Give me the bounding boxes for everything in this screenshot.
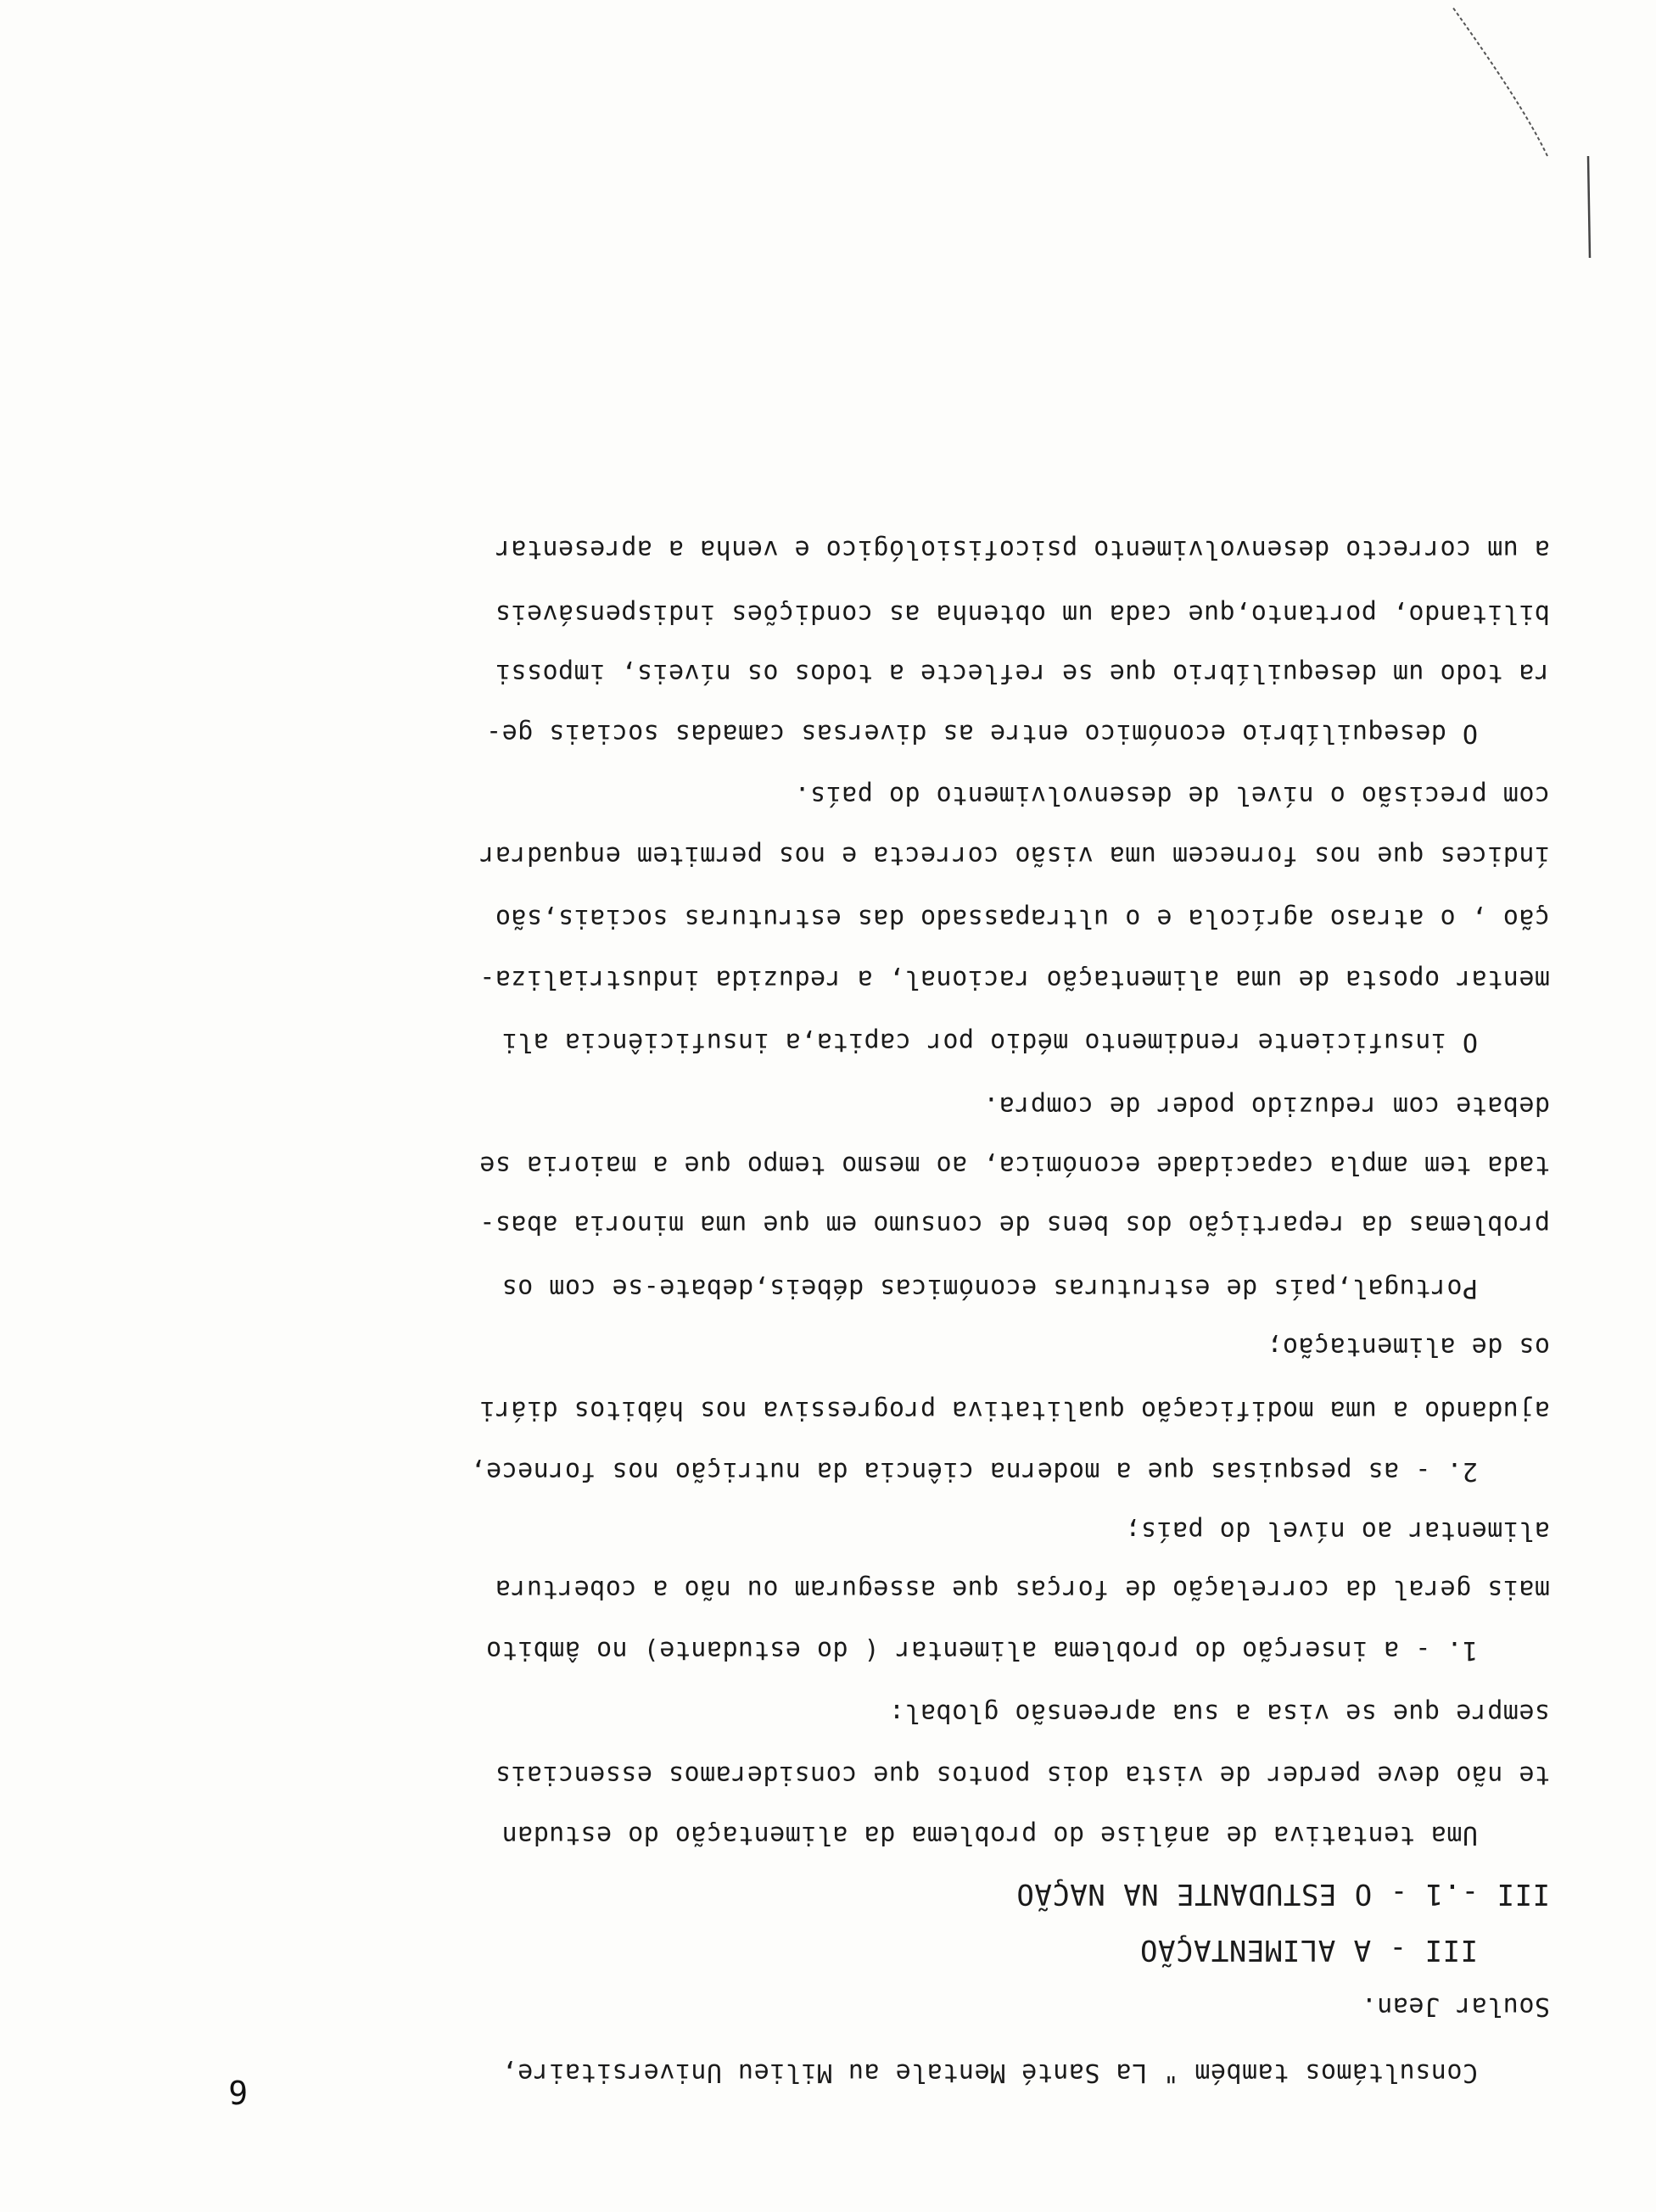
text-line: sempre que se visa a sua apreensão global: <box>888 1698 1550 1728</box>
text-line: 1. - a inserção do problema alimentar ( do estudante) no âmbito <box>485 1635 1478 1665</box>
text-line: bilitando, portanto,que cada um obtenha as condições indispensáveis <box>495 599 1550 628</box>
text-line: Consultámos também " La Santé Mentale au Milieu Universitaire, <box>501 2058 1478 2087</box>
text-line: os de alimentação; <box>1266 1332 1550 1361</box>
text-line: O desequilíbrio económico entre as diversas camadas sociais ge- <box>485 718 1478 748</box>
pencil-margin-mark <box>1573 151 1607 261</box>
text-line: te não deve perder de vista dois pontos que consideramos essenciais <box>495 1760 1550 1790</box>
page-number: 6 <box>228 2073 248 2110</box>
text-line: mais geral da correlação de forças que asseguram ou não a cobertura <box>495 1574 1550 1604</box>
text-line: com precisão o nível de desenvolvimento do país. <box>794 780 1550 810</box>
text-line: a um correcto desenvolvimento psicofisiológico e venha a apresentar <box>495 534 1550 564</box>
text-line: índices que nos fornecem uma visão correcta e nos permitem enquadrar <box>478 841 1550 870</box>
pencil-margin-mark <box>1427 0 1554 159</box>
text-line: Portugal,país de estruturas económicas débeis,debate-se com os <box>501 1273 1478 1303</box>
text-line: 2. - as pesquisas que a moderna ciência da nutrição nos fornece, <box>470 1456 1478 1486</box>
text-line: ra todo um desequilíbrio que se reflecte a todos os níveis, impossi <box>495 658 1550 688</box>
text-line: ção , o atraso agrícola e o ultrapassado das estruturas sociais,são <box>495 903 1550 933</box>
text-line: alimentar ao nível do país; <box>1124 1516 1550 1545</box>
text-line: Soular Jean. <box>1361 1991 1550 2021</box>
text-line: Uma tentativa de análise do problema da alimentação do estudan <box>501 1820 1478 1850</box>
section-heading: III - A ALIMENTAÇÃO <box>1139 1933 1478 1967</box>
text-line: problemas da repartição dos bens de consumo em que uma minoria abas- <box>478 1209 1550 1239</box>
text-line: mentar oposta de uma alimentação racional, a reduzida industrializa- <box>478 964 1550 994</box>
text-line: tada tem ampla capacidade económica, ao mesmo tempo que a maioria se <box>478 1150 1550 1180</box>
text-line: O insuficiente rendimento médio por capita,a insuficiência ali <box>501 1027 1478 1057</box>
text-line: ajudando a uma modificação qualitativa progressiva nos hábitos diári <box>478 1395 1550 1425</box>
text-line: debate com reduzido poder de compra. <box>982 1091 1550 1120</box>
section-heading: III -.1 - O ESTUDANTE NA NAÇÃO <box>1015 1877 1550 1911</box>
